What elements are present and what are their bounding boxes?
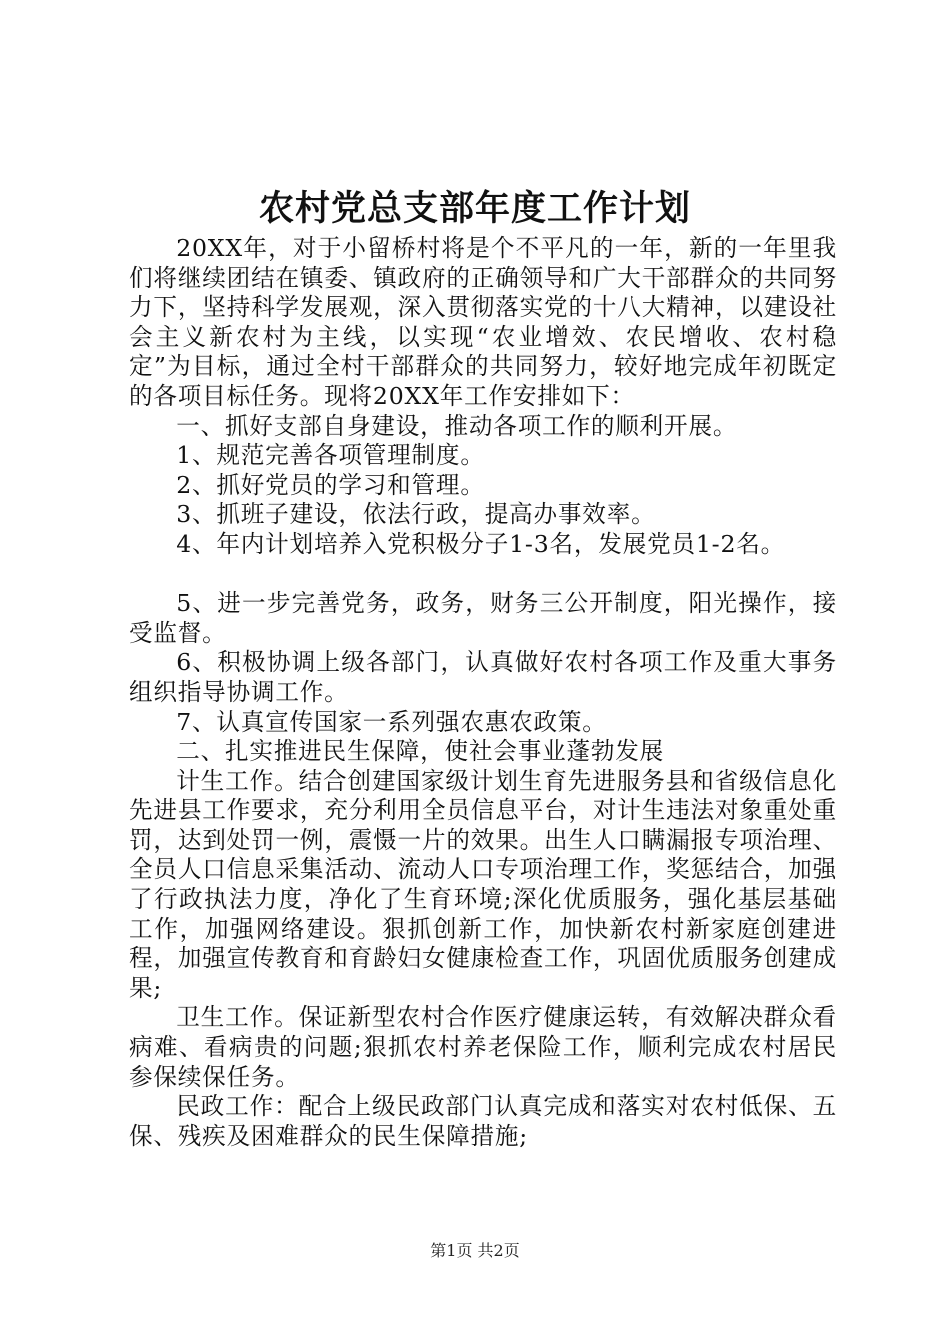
paragraph-item-2: 2、抓好党员的学习和管理。 — [176, 470, 485, 499]
paragraph-item-5: 5、进一步完善党务，政务，财务三公开制度，阳光操作，接受监督。 — [129, 589, 837, 647]
paragraph-health: 卫生工作。保证新型农村合作医疗健康运转，有效解决群众看病难、看病贵的问题;狠抓农村养老保险工作，顺利完成农村居民参保续保任务。 — [129, 1003, 837, 1091]
document-body — [129, 234, 837, 1151]
paragraph-section-1-heading: 一、抓好支部自身建设，推动各项工作的顺利开展。 — [176, 411, 738, 440]
blank-line — [129, 560, 837, 590]
paragraph-family-planning: 计生工作。结合创建国家级计划生育先进服务县和省级信息化先进县工作要求，充分利用全员信息平台，对计生违法对象重处重罚，达到处罚一例，震慑一片的效果。出生人口瞒漏报专项治理、全员人口信息采集活动、流动人口专项治理工作，奖惩结合，加强了行政执法力度，净化了生育环境;深化优质服务，强化基层基础工作，加强网络建设。狠抓创新工作，加快新农村新家庭创建进程，加强宣传教育和育龄妇女健康检查工作，巩固优质服务创建成果; — [129, 766, 837, 1002]
paragraph-civil-affairs: 民政工作：配合上级民政部门认真完成和落实对农村低保、五保、残疾及困难群众的民生保障措施; — [129, 1092, 837, 1150]
paragraph-item-4: 4、年内计划培养入党积极分子1-3名，发展党员1-2名。 — [176, 529, 786, 558]
paragraph-item-6: 6、积极协调上级各部门，认真做好农村各项工作及重大事务组织指导协调工作。 — [129, 648, 837, 706]
page-number-footer: 第1页 共2页 — [430, 1241, 520, 1260]
paragraph-section-2-heading: 二、扎实推进民生保障，使社会事业蓬勃发展 — [176, 737, 665, 766]
document-title: 农村党总支部年度工作计划 — [258, 188, 691, 229]
paragraph-item-1: 1、规范完善各项管理制度。 — [176, 441, 485, 470]
paragraph-intro: 20XX年，对于小留桥村将是个不平凡的一年，新的一年里我们将继续团结在镇委、镇政府的正确领导和广大干部群众的共同努力下，坚持科学发展观，深入贯彻落实党的十八大精神，以建设社会主义新农村为主线，以实现“农业增效、农民增收、农村稳定”为目标，通过全村干部群众的共同努力，较好地完成年初既定的各项目标任务。现将20XX年工作安排如下： — [129, 234, 837, 410]
paragraph-item-7: 7、认真宣传国家一系列强农惠农政策。 — [176, 707, 607, 736]
paragraph-item-3: 3、抓班子建设，依法行政，提高办事效率。 — [176, 500, 656, 529]
